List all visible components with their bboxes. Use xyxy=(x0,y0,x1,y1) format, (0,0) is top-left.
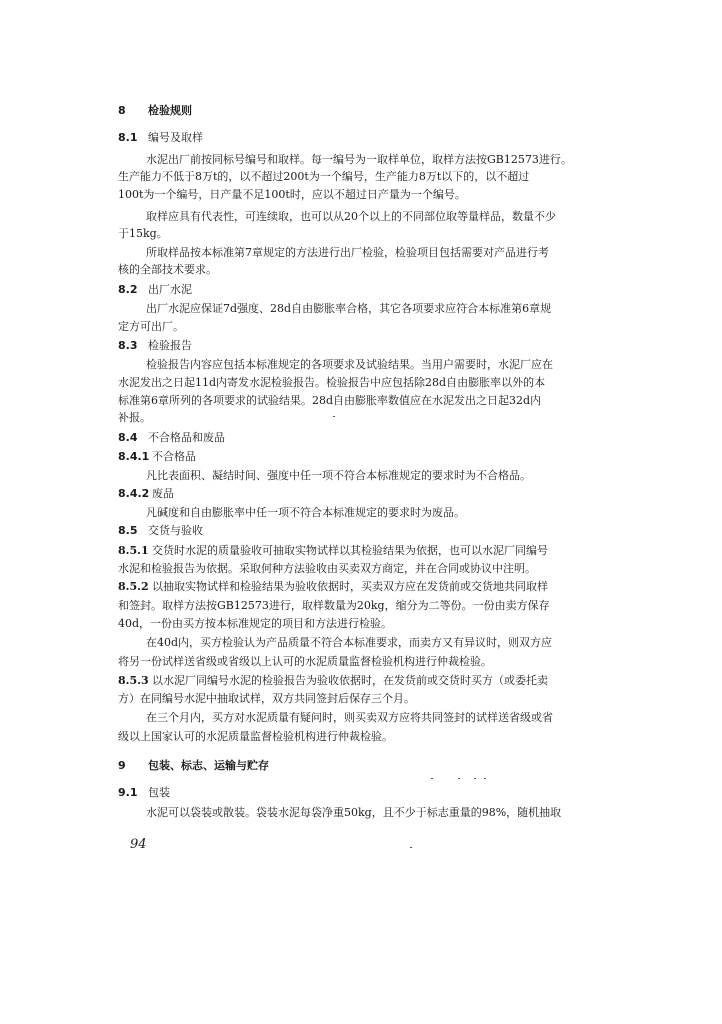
text-line xyxy=(146,506,642,519)
clause-number: 8 xyxy=(118,104,126,117)
clause-number: 8.1 xyxy=(118,131,138,144)
clause-number: 8.4.1 xyxy=(118,450,150,463)
clause-number: 8.5 xyxy=(118,524,138,537)
section-heading xyxy=(118,759,614,772)
line-text: 不合格品和废品 xyxy=(148,431,225,444)
scan-speck xyxy=(458,778,460,779)
text-line xyxy=(118,562,614,575)
line-text: 检验报告 xyxy=(148,339,192,352)
line-text: 水泥和检验报告为依据。采取何种方法验收由买卖双方商定，并在合同或协议中注明。 xyxy=(118,562,536,575)
text-line xyxy=(146,358,642,371)
text-line xyxy=(118,599,614,612)
text-line xyxy=(118,617,614,630)
line-text: 凡比表面积、凝结时间、强度中任一项不符合本标准规定的要求时为不合格品。 xyxy=(146,469,531,482)
line-text: 检验规则 xyxy=(148,104,192,117)
scan-speck xyxy=(410,847,412,848)
text-line xyxy=(118,580,614,593)
line-text: 编号及取样 xyxy=(148,131,203,144)
text-line xyxy=(146,246,642,259)
text-line xyxy=(118,674,614,687)
line-text: 补报。 xyxy=(118,411,151,424)
subsection-heading xyxy=(118,283,614,296)
line-text: 于15kg。 xyxy=(118,227,168,240)
scan-speck xyxy=(474,778,476,779)
subsection-heading xyxy=(118,450,614,463)
line-text: 取样应具有代表性，可连续取，也可以从20个以上的不同部位取等量样品，数量不少 xyxy=(146,210,556,223)
subsection-heading xyxy=(118,524,614,537)
line-text: 不合格品 xyxy=(152,450,196,463)
line-text: 在三个月内，买方对水泥质量有疑问时，则买卖双方应将共同签封的试样送省级或省 xyxy=(146,711,553,724)
scan-speck xyxy=(431,778,433,779)
text-line xyxy=(118,263,614,276)
line-text: 包装、标志、运输与贮存 xyxy=(148,759,269,772)
page-number: 94 xyxy=(130,837,147,852)
text-line xyxy=(118,411,614,424)
text-line xyxy=(118,170,614,183)
subsection-heading xyxy=(118,786,614,799)
text-line xyxy=(118,376,614,389)
line-text: 标准第6章所列的各项要求的试验结果。28d自由膨胀率数值应在水泥发出之日起32d内 xyxy=(118,394,542,407)
line-text: 水泥发出之日起11d内寄发水泥检验报告。检验报告中应包括除28d自由膨胀率以外的本 xyxy=(118,376,546,389)
line-text: 级以上国家认可的水泥质量监督检验机构进行仲裁检验。 xyxy=(118,730,393,743)
subsection-heading xyxy=(118,431,614,444)
line-text: 100t为一个编号，日产量不足100t时，应以不超过日产量为一个编号。 xyxy=(118,188,466,201)
text-line xyxy=(146,210,642,223)
line-text: 交货时水泥的质量验收可抽取实物试样以其检验结果为依据，也可以水泥厂同编号 xyxy=(152,544,548,557)
line-text: 定方可出厂。 xyxy=(118,320,184,333)
line-text: 凡碱度和自由膨胀率中任一项不符合本标准规定的要求时为废品。 xyxy=(146,506,465,519)
line-text: 生产能力不低于8万t的，以不超过200t为一个编号，生产能力8万t以下的，以不超过 xyxy=(118,170,530,183)
clause-number: 9 xyxy=(118,759,126,772)
text-line xyxy=(146,302,642,315)
subsection-heading xyxy=(118,339,614,352)
text-line xyxy=(146,153,642,166)
text-line xyxy=(118,394,614,407)
line-text: 包装 xyxy=(148,786,170,799)
text-line xyxy=(118,730,614,743)
line-text: 出厂水泥应保证7d强度、28d自由膨胀率合格，其它各项要求应符合本标准第6章规 xyxy=(146,302,552,315)
text-line xyxy=(146,711,642,724)
clause-number: 8.5.1 xyxy=(118,544,149,557)
text-line xyxy=(118,655,614,668)
section-heading xyxy=(118,104,614,117)
text-line xyxy=(118,544,614,557)
text-line xyxy=(146,636,642,649)
line-text: 以抽取实物试样和检验结果为验收依据时，买卖双方应在发货前或交货地共同取样 xyxy=(152,580,548,593)
subsection-heading xyxy=(118,131,614,144)
line-text: 在40d内，买方检验认为产品质量不符合本标准要求，而卖方又有异议时，则双方应 xyxy=(146,636,553,649)
clause-number: 8.5.3 xyxy=(118,674,149,687)
line-text: 40d，一份由买方按本标准规定的项目和方法进行检验。 xyxy=(118,617,393,630)
line-text: 方）在同编号水泥中抽取试样，双方共同签封后保存三个月。 xyxy=(118,692,415,705)
clause-number: 8.3 xyxy=(118,339,138,352)
line-text: 将另一份试样送省级或省级以上认可的水泥质量监督检验机构进行仲裁检验。 xyxy=(118,655,492,668)
clause-number: 8.4.2 xyxy=(118,487,150,500)
text-line xyxy=(118,692,614,705)
line-text: 和签封。取样方法按GB12573进行，取样数量为20kg，缩分为二等份。一份由卖方保存 xyxy=(118,599,550,612)
text-line xyxy=(146,806,642,819)
line-text: 核的全部技术要求。 xyxy=(118,263,217,276)
text-line xyxy=(118,320,614,333)
scan-speck xyxy=(484,778,486,779)
line-text: 水泥可以袋装或散装。袋装水泥每袋净重50kg，且不少于标志重量的98%，随机抽取 xyxy=(146,806,562,819)
line-text: 交货与验收 xyxy=(148,524,203,537)
clause-number: 8.2 xyxy=(118,283,138,296)
line-text: 水泥出厂前按同标号编号和取样。每一编号为一取样单位，取样方法按GB12573进行。 xyxy=(146,153,572,166)
clause-number: 9.1 xyxy=(118,786,138,799)
text-line xyxy=(118,188,614,201)
text-line xyxy=(118,227,614,240)
text-line xyxy=(146,469,642,482)
clause-number: 8.4 xyxy=(118,431,138,444)
scan-speck xyxy=(333,416,335,417)
line-text: 检验报告内容应包括本标准规定的各项要求及试验结果。当用户需要时，水泥厂应在 xyxy=(146,358,553,371)
line-text: 废品 xyxy=(152,487,174,500)
line-text: 以水泥厂同编号水泥的检验报告为验收依据时，在发货前或交货时买方（或委托卖 xyxy=(152,674,548,687)
line-text: 出厂水泥 xyxy=(148,283,192,296)
line-text: 所取样品按本标准第7章规定的方法进行出厂检验，检验项目包括需要对产品进行考 xyxy=(146,246,549,259)
clause-number: 8.5.2 xyxy=(118,580,149,593)
subsection-heading xyxy=(118,487,614,500)
